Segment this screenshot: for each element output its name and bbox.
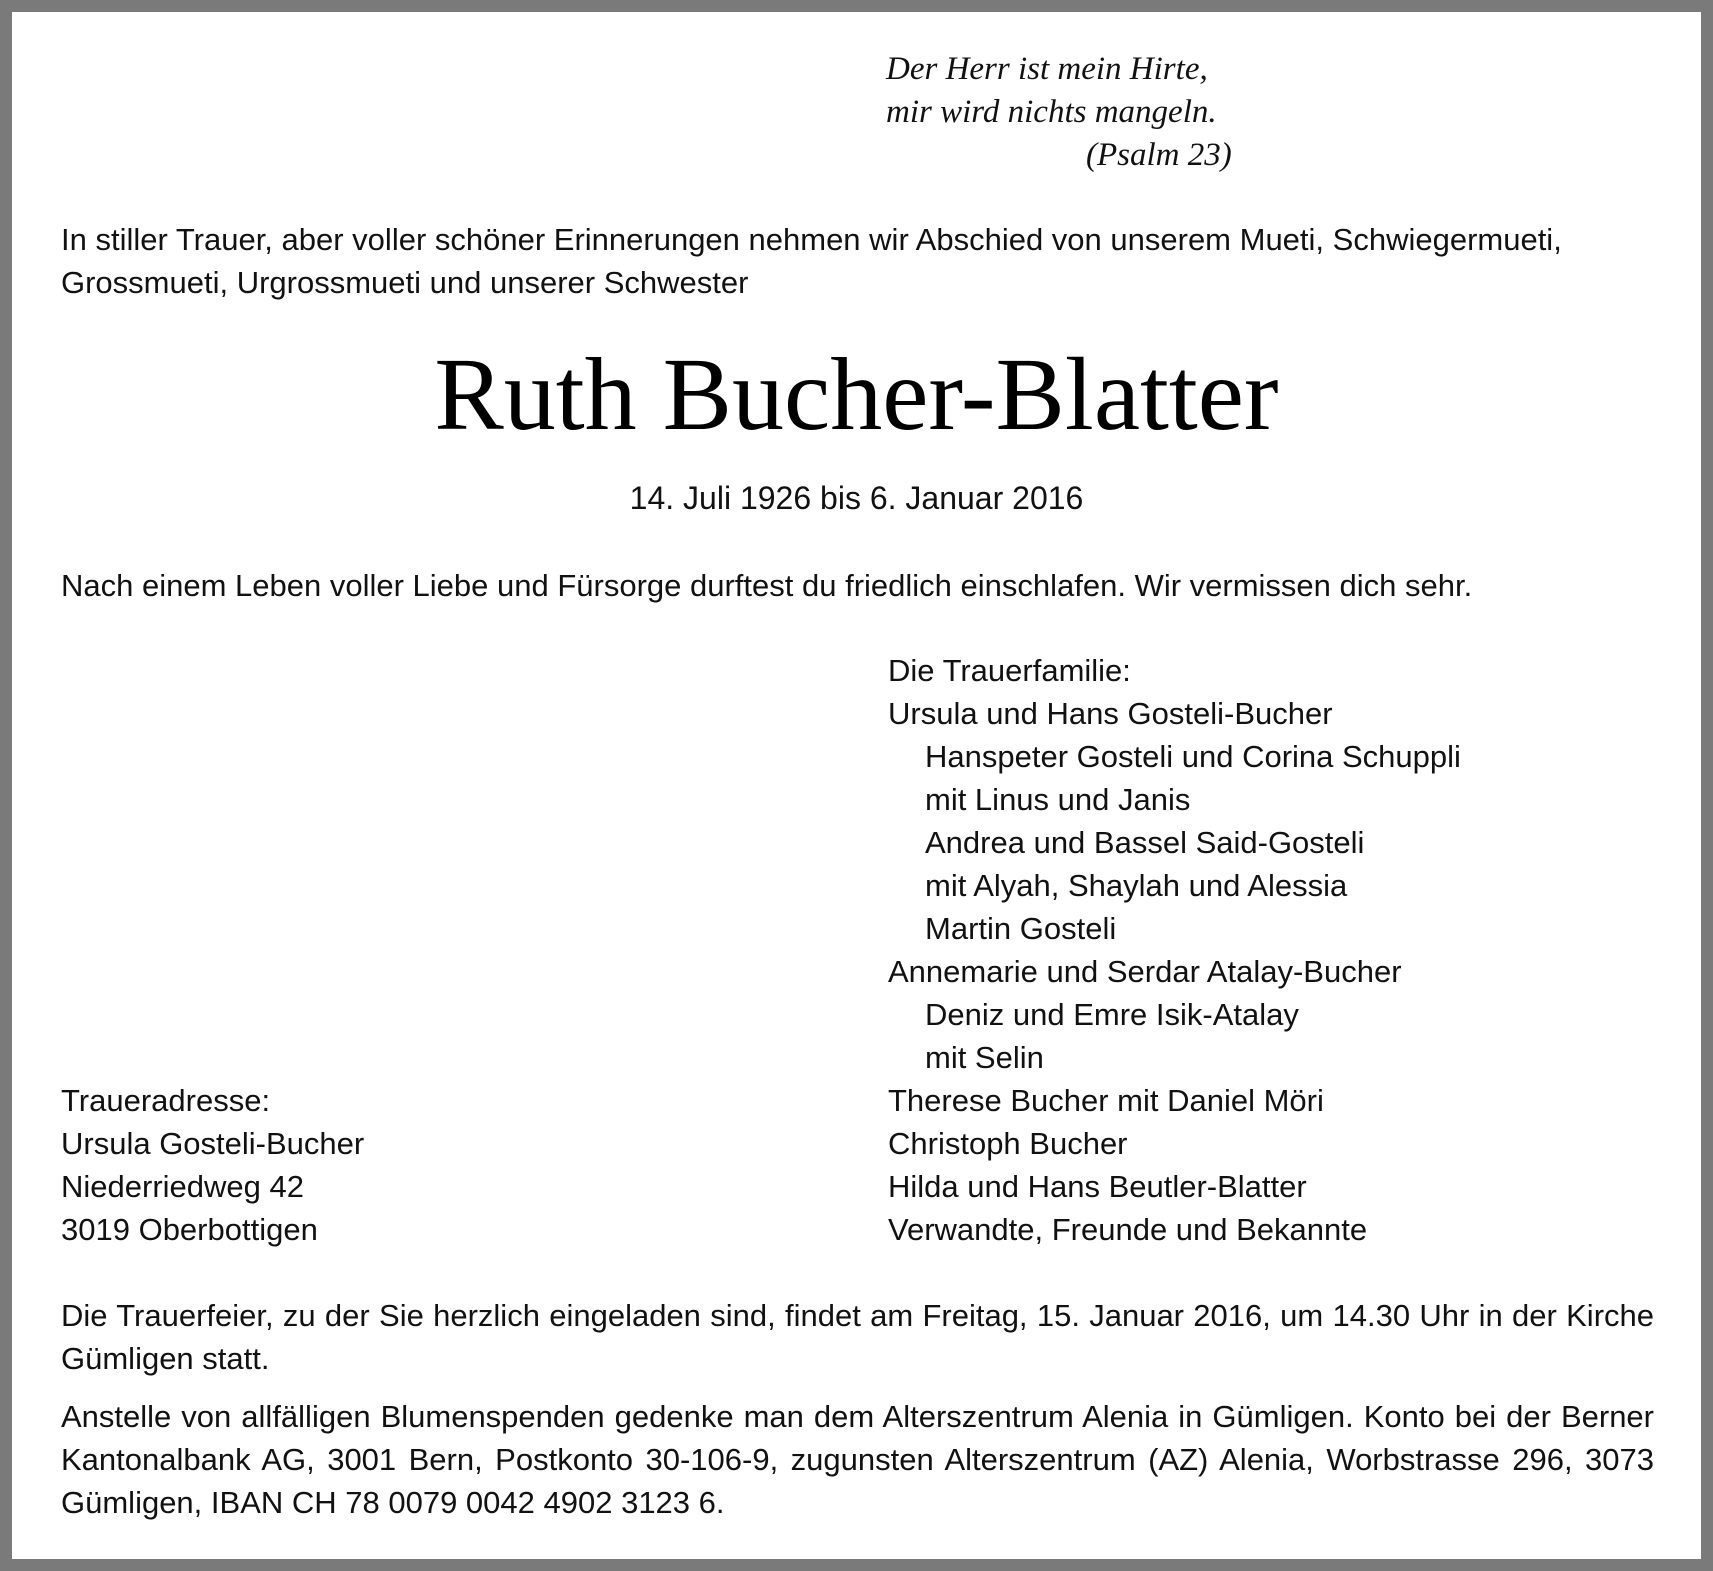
family-line: mit Linus und Janis xyxy=(925,782,1191,817)
family-line: mit Alyah, Shaylah und Alessia xyxy=(925,868,1348,903)
family-line: Ursula und Hans Gosteli-Bucher xyxy=(888,696,1333,731)
address-label: Traueradresse: xyxy=(61,1083,271,1118)
farewell-text: Nach einem Leben voller Liebe und Fürsorge durftest du friedlich einschlafen. Wir vermissen dich sehr. xyxy=(61,568,1473,603)
family-line: Andrea und Bassel Said-Gosteli xyxy=(925,825,1365,860)
donation-text: Anstelle von allfälligen Blumenspenden gedenke man dem Alterszentrum Alenia in Gümligen. Konto bei der Berner Kantonalbank AG, 3001 Bern, Postkonto 30-106-9, zugunsten Alterszentrum (AZ) Alenia, Worbstrasse 296, 3073 Gümligen, IBAN CH 78 0079 0042 4902 3123 6. xyxy=(61,1399,1654,1520)
address-city: 3019 Oberbottigen xyxy=(61,1212,318,1247)
mourning-family xyxy=(888,649,1461,1251)
psalm-line-2: mir wird nichts mangeln. xyxy=(886,94,1217,130)
mourning-address xyxy=(61,1079,364,1251)
family-line: Therese Bucher mit Daniel Möri xyxy=(888,1083,1324,1118)
deceased-name: Ruth Bucher-Blatter xyxy=(434,337,1279,452)
family-line: Deniz und Emre Isik-Atalay xyxy=(925,997,1299,1032)
life-dates: 14. Juli 1926 bis 6. Januar 2016 xyxy=(629,480,1084,516)
family-line: Hilda und Hans Beutler-Blatter xyxy=(888,1169,1307,1204)
psalm-quote xyxy=(886,48,1232,177)
psalm-reference: (Psalm 23) xyxy=(1086,137,1232,173)
intro-text: In stiller Trauer, aber voller schöner Erinnerungen nehmen wir Abschied von unserem Mueti, Schwiegermueti, Grossmueti, Urgrossmueti und unserer Schwester xyxy=(61,222,1562,300)
family-line: Martin Gosteli xyxy=(925,911,1117,946)
family-heading: Die Trauerfamilie: xyxy=(888,653,1131,688)
funeral-service-text: Die Trauerfeier, zu der Sie herzlich eingeladen sind, findet am Freitag, 15. Januar 2016, um 14.30 Uhr in der Kirche Gümligen statt. xyxy=(61,1298,1654,1376)
family-line: Annemarie und Serdar Atalay-Bucher xyxy=(888,954,1402,989)
family-line: Christoph Bucher xyxy=(888,1126,1128,1161)
family-line: Hanspeter Gosteli und Corina Schuppli xyxy=(925,739,1461,774)
psalm-line-1: Der Herr ist mein Hirte, xyxy=(886,51,1208,87)
family-line: mit Selin xyxy=(925,1040,1044,1075)
address-street: Niederriedweg 42 xyxy=(61,1169,304,1204)
family-line: Verwandte, Freunde und Bekannte xyxy=(888,1212,1368,1247)
address-name: Ursula Gosteli-Bucher xyxy=(61,1126,365,1161)
